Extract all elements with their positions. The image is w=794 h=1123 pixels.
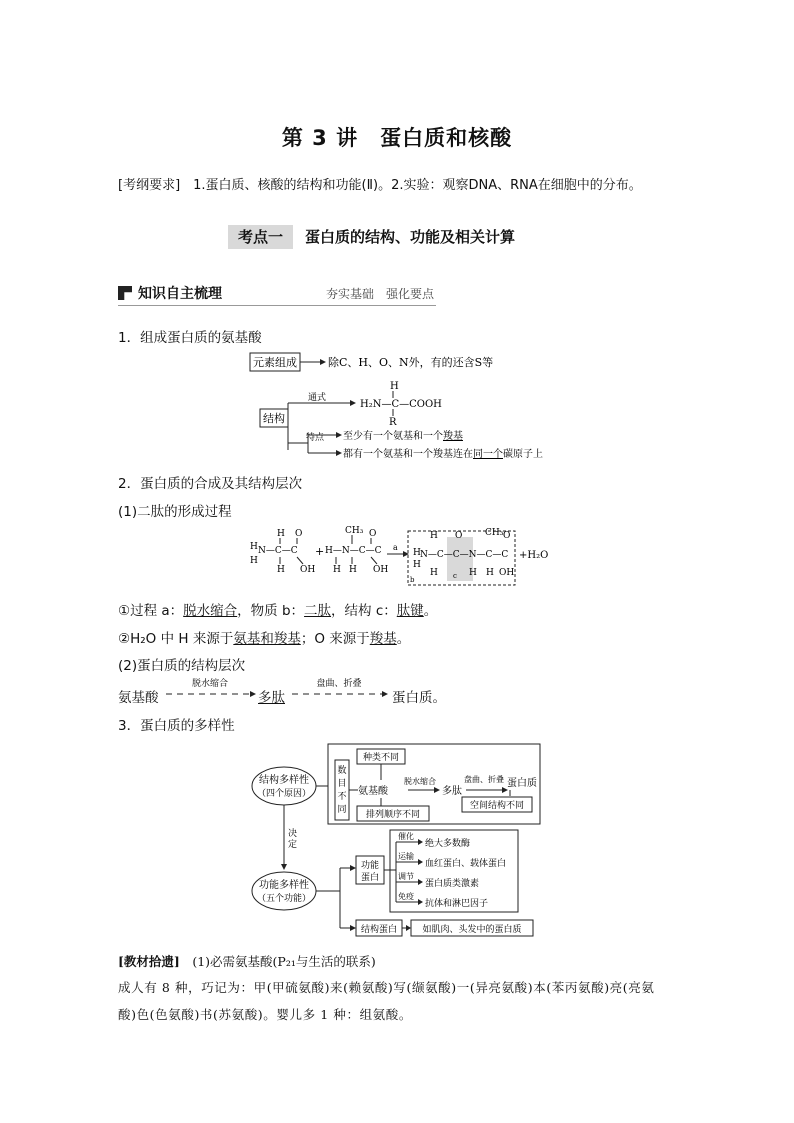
- svg-text:运输: 运输: [398, 852, 414, 861]
- label-c: c: [453, 572, 457, 580]
- water-product: +H₂O: [519, 550, 549, 561]
- svg-text:结构多样性: 结构多样性: [259, 775, 309, 786]
- svg-text:同: 同: [337, 805, 347, 815]
- svg-text:数: 数: [337, 766, 347, 776]
- section-title: 知识自主梳理: [138, 286, 222, 302]
- svg-text:OH: OH: [499, 568, 515, 578]
- plus-sign: +: [315, 545, 325, 558]
- svg-text:目: 目: [337, 779, 347, 789]
- svg-text:排列顺序不同: 排列顺序不同: [365, 810, 421, 820]
- svg-text:H: H: [277, 529, 285, 539]
- note-line-2: 酸)色(色氨酸)书(苏氨酸)。婴儿多 1 种：组氨酸。: [118, 1007, 412, 1022]
- section-divider: [118, 305, 436, 306]
- svg-text:脱水缩合: 脱水缩合: [404, 777, 436, 786]
- svg-text:OH: OH: [373, 565, 389, 575]
- svg-text:O: O: [295, 529, 303, 539]
- formula-r: R: [389, 417, 397, 428]
- svg-text:CH₃: CH₃: [345, 526, 364, 536]
- feature-2: 都有一个氨基和一个羧基连在同一个碳原子上: [343, 449, 543, 460]
- svg-text:H: H: [469, 568, 477, 578]
- dipeptide-diagram: [245, 525, 565, 590]
- diversity-diagram: [248, 740, 548, 940]
- structure-box-label: 结构: [263, 412, 285, 425]
- svg-text:定: 定: [288, 840, 298, 850]
- svg-text:决: 决: [288, 829, 298, 839]
- svg-text:H: H: [413, 548, 421, 558]
- explanation-1: ①过程 a：脱水缩合，物质 b：二肽，结构 c：肽键。: [118, 603, 438, 619]
- formula-main: H₂N—C—COOH: [360, 399, 442, 410]
- svg-text:N—C—C: N—C—C: [258, 546, 298, 556]
- heading-amino-acids: 1．组成蛋白质的氨基酸: [118, 330, 262, 346]
- explanation-2: ②H₂O 中 H 来源于氨基和羧基；O 来源于羧基。: [118, 631, 411, 647]
- svg-text:O: O: [455, 531, 463, 541]
- page-title: 第 3 讲 蛋白质和核酸: [281, 126, 513, 150]
- svg-text:H: H: [430, 568, 438, 578]
- section-subtitle: 夯实基础 强化要点: [326, 287, 435, 301]
- svg-text:OH: OH: [300, 565, 316, 575]
- arrow-label-a: a: [393, 543, 398, 552]
- svg-text:功能: 功能: [360, 861, 380, 871]
- feature-1: 至少有一个氨基和一个羧基: [343, 431, 463, 442]
- svg-text:如肌肉、头发中的蛋白质: 如肌肉、头发中的蛋白质: [422, 925, 522, 935]
- svg-text:种类不同: 种类不同: [362, 753, 400, 763]
- hierarchy-arrow-2: [288, 676, 390, 702]
- function-list: [396, 831, 506, 909]
- svg-text:H: H: [250, 556, 258, 566]
- svg-text:蛋白质类激素: 蛋白质类激素: [425, 879, 480, 889]
- heading-dipeptide: (1)二肽的形成过程: [118, 504, 232, 520]
- element-text: 除C、H、O、N外，有的还含S等: [328, 356, 494, 369]
- amino-acid-1: [250, 529, 315, 575]
- svg-text:免疫: 免疫: [398, 892, 414, 901]
- amino-acid-diagram: [240, 345, 570, 465]
- svg-text:O: O: [369, 529, 377, 539]
- svg-text:N—C—C—N—C—C: N—C—C—N—C—C: [420, 550, 509, 560]
- svg-text:血红蛋白、载体蛋白: 血红蛋白、载体蛋白: [425, 859, 507, 869]
- svg-text:脱水缩合: 脱水缩合: [191, 679, 229, 689]
- heading-synthesis: 2．蛋白质的合成及其结构层次: [118, 476, 303, 492]
- svg-text:催化: 催化: [398, 832, 414, 841]
- svg-text:抗体和淋巴因子: 抗体和淋巴因子: [425, 899, 489, 909]
- section-heading: [118, 283, 222, 303]
- hierarchy-c: 蛋白质。: [392, 690, 446, 706]
- hierarchy-arrow-1: [162, 676, 258, 702]
- svg-text:H: H: [349, 565, 357, 575]
- svg-text:H: H: [250, 542, 258, 552]
- svg-text:调节: 调节: [398, 872, 414, 881]
- kaodian-heading: [228, 226, 515, 247]
- note-heading: [教材拾遗] (1)必需氨基酸(P₂₁与生活的联系): [118, 954, 376, 969]
- svg-text:不: 不: [337, 792, 347, 802]
- heading-diversity: 3．蛋白质的多样性: [118, 718, 235, 734]
- feature-label: 特点: [306, 433, 325, 443]
- svg-text:功能多样性: 功能多样性: [259, 880, 309, 891]
- svg-text:CH₃: CH₃: [485, 528, 504, 538]
- note-tag: [教材拾遗]: [118, 954, 180, 969]
- element-box-label: 元素组成: [253, 356, 297, 369]
- svg-text:（五个功能）: （五个功能）: [256, 894, 312, 904]
- amino-acid-2: [325, 526, 388, 575]
- svg-text:H: H: [333, 565, 341, 575]
- svg-text:蛋白质: 蛋白质: [507, 778, 537, 789]
- kaodian-tag: 考点一: [228, 225, 293, 249]
- svg-text:H: H: [277, 565, 285, 575]
- svg-text:蛋白: 蛋白: [360, 873, 380, 883]
- note-line-1: 成人有 8 种，巧记为：甲(甲硫氨酸)来(赖氨酸)写(缬氨酸)一(异亮氨酸)本(苯丙氨酸)亮(亮氨: [118, 980, 655, 995]
- function-diversity-ellipse: [252, 872, 316, 910]
- svg-text:H: H: [486, 568, 494, 578]
- svg-text:H: H: [413, 560, 421, 570]
- svg-text:H: H: [430, 531, 438, 541]
- svg-text:空间结构不同: 空间结构不同: [469, 801, 525, 811]
- formula-h: H: [390, 381, 399, 392]
- svg-text:H—N—C—C: H—N—C—C: [325, 546, 382, 556]
- kaodian-text: 蛋白质的结构、功能及相关计算: [305, 228, 516, 246]
- svg-text:多肽: 多肽: [442, 786, 462, 797]
- structure-diversity-ellipse: [252, 767, 316, 805]
- svg-text:绝大多数酶: 绝大多数酶: [425, 839, 471, 849]
- svg-text:盘曲、折叠: 盘曲、折叠: [316, 679, 362, 689]
- exam-requirements: [考纲要求] 1.蛋白质、核酸的结构和功能(Ⅱ)。2.实验：观察DNA、RNA在细胞中的分布。: [118, 178, 642, 193]
- svg-text:盘曲、折叠: 盘曲、折叠: [464, 775, 504, 784]
- svg-text:O: O: [503, 531, 511, 541]
- hierarchy-a: 氨基酸: [118, 690, 159, 706]
- general-label: 通式: [308, 393, 327, 403]
- section-square-icon: [118, 286, 132, 300]
- svg-text:氨基酸: 氨基酸: [358, 786, 388, 797]
- hierarchy-b: 多肽: [258, 690, 285, 706]
- label-b: b: [410, 576, 415, 584]
- svg-text:（四个原因）: （四个原因）: [256, 789, 312, 799]
- heading-hierarchy: (2)蛋白质的结构层次: [118, 658, 246, 674]
- svg-text:结构蛋白: 结构蛋白: [360, 925, 398, 935]
